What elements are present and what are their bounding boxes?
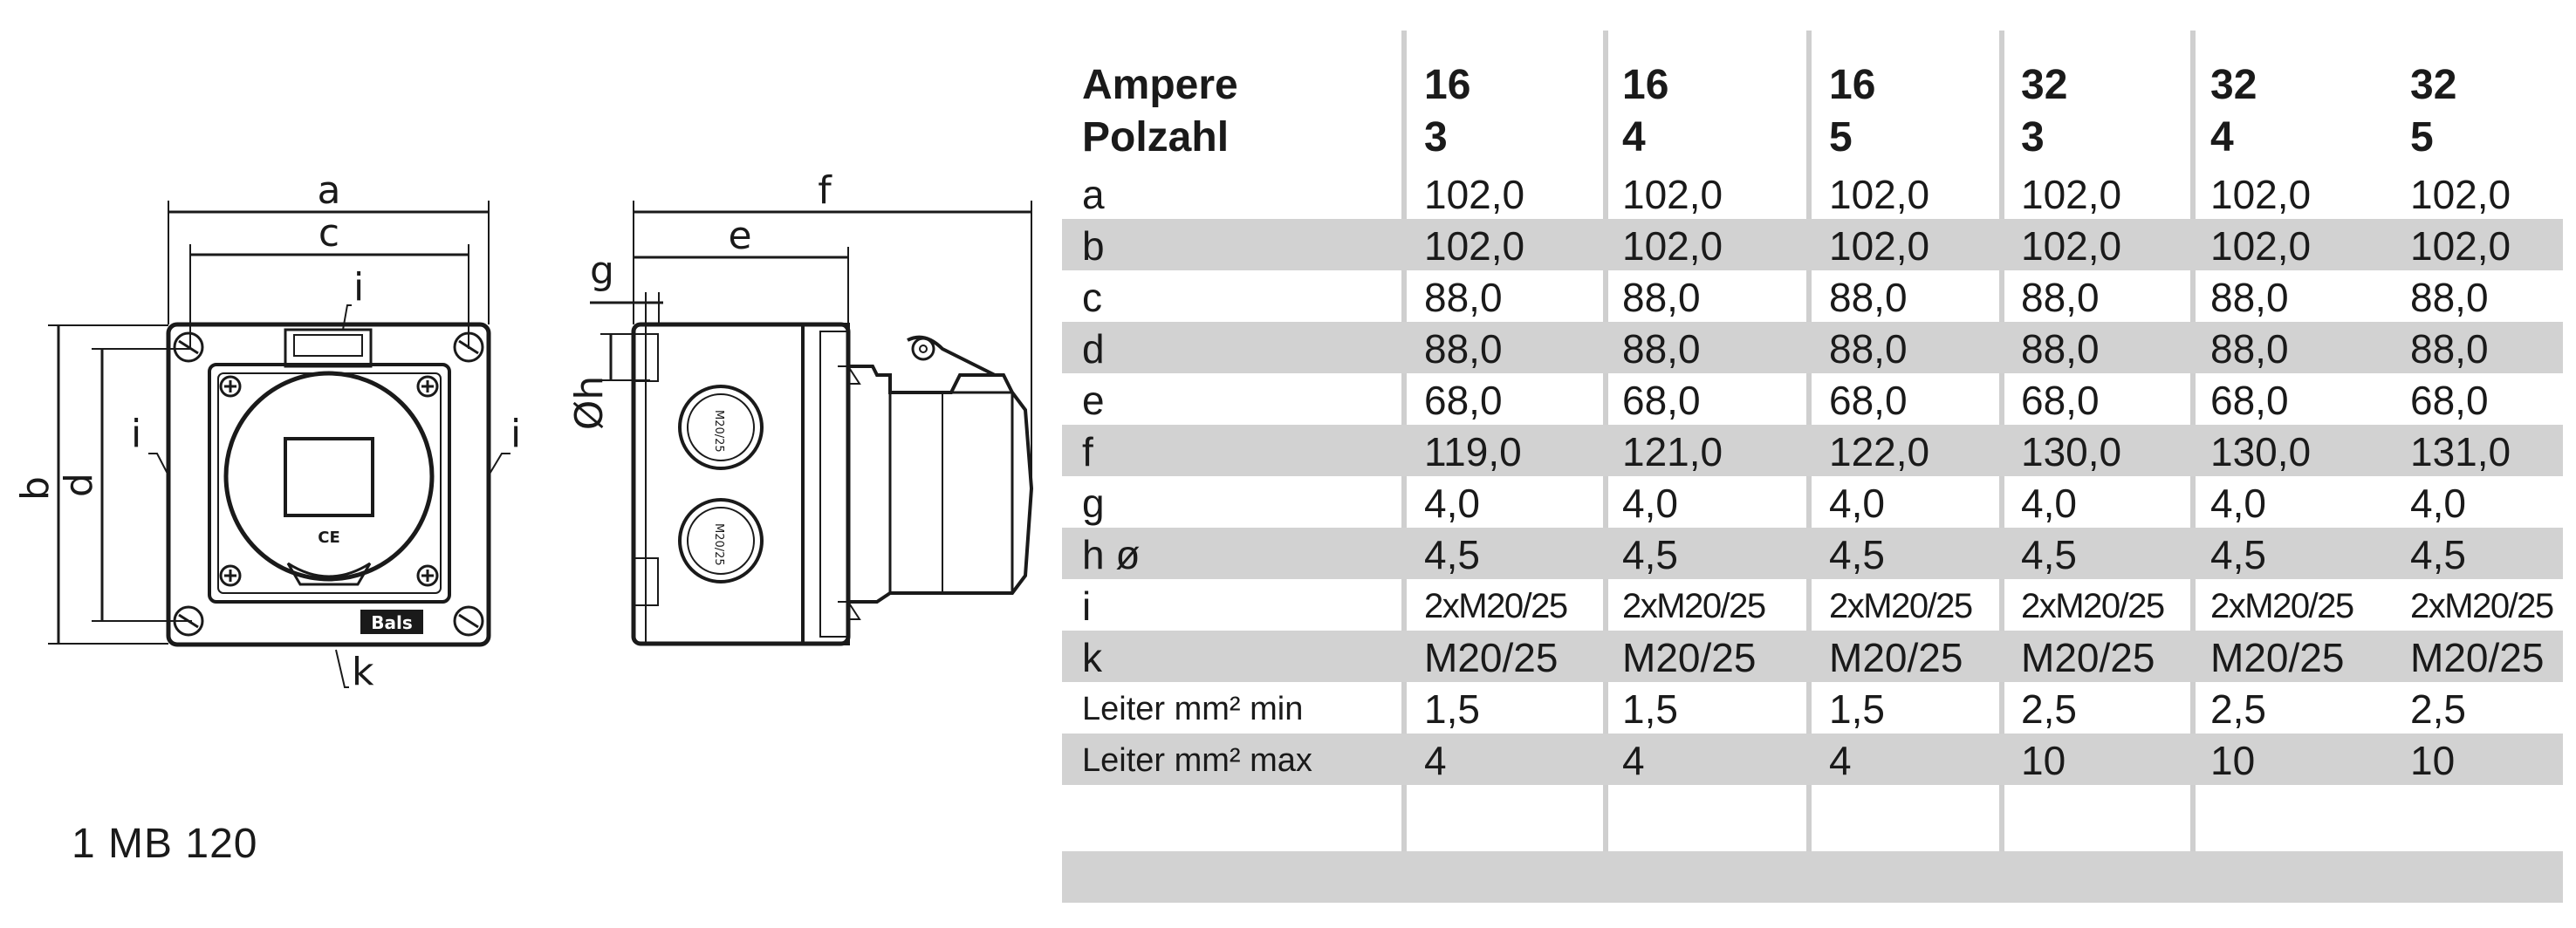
table-cell: 88,0 [2410,326,2489,372]
row-label: Leiter mm² min [1082,691,1304,727]
table-cell: 88,0 [1622,275,1701,320]
dim-g-label: g [590,249,614,293]
table-row-i [1062,579,2563,631]
header-col-4-ampere: 32 [2021,62,2068,108]
table-row-d [1062,322,2563,373]
row-label: c [1082,275,1102,320]
header-col-6-poles: 5 [2410,114,2434,160]
table-row-a [1062,167,2563,219]
table-cell: M20/25 [2021,635,2155,680]
table-row-c [1062,270,2563,322]
table-cell: 4,0 [2021,481,2077,526]
table-cell: 1,5 [1424,686,1480,732]
table-cell: 2,5 [2410,686,2466,732]
spec-table [1062,31,2563,903]
dim-f-label: f [818,168,832,213]
table-row-g [1062,476,2563,528]
table-cell: M20/25 [1424,635,1559,680]
table-cell: 2xM20/25 [2410,587,2553,625]
table-cell: 4 [1829,738,1852,783]
dim-h-label: Øh [567,375,612,431]
table-cell: 68,0 [1424,378,1503,423]
dim-a-label: a [317,168,341,213]
table-cell: 4,5 [2210,532,2266,577]
table-cell: M20/25 [1829,635,1963,680]
header-col-2-ampere: 16 [1622,62,1669,108]
table-row-leiter-max [1062,734,2563,785]
row-label: h ø [1082,532,1141,577]
table-cell: 4,0 [2410,481,2466,526]
row-label: d [1082,326,1105,372]
table-cell: 88,0 [2021,326,2100,372]
table-cell: 10 [2210,738,2256,783]
table-cell: 121,0 [1622,429,1723,474]
table-cell: 68,0 [1622,378,1701,423]
table-cell: 102,0 [1424,172,1525,217]
table-cell: 4,5 [2021,532,2077,577]
row-label: e [1082,378,1105,423]
table-cell: 4 [1424,738,1447,783]
table-row-b [1062,219,2563,270]
table-cell: 88,0 [1424,275,1503,320]
table-cell: 10 [2021,738,2066,783]
table-cell: 1,5 [1829,686,1885,732]
table-cell: 119,0 [1424,429,1522,474]
table-cell: 4,5 [2410,532,2466,577]
table-cell: 2xM20/25 [1829,587,1972,625]
table-cell: M20/25 [2210,635,2345,680]
table-row-leiter-min [1062,682,2563,734]
row-label: b [1082,223,1105,269]
part-number: 1 MB 120 [72,821,258,867]
table-row-empty [1062,851,2563,903]
table-cell: 4,0 [2210,481,2266,526]
ce-mark: CE [318,529,340,547]
table-cell: 88,0 [2210,275,2289,320]
table-cell: 88,0 [1424,326,1503,372]
table-cell: 102,0 [2210,223,2312,269]
gland-marking-top: M20/25 [712,410,725,453]
table-cell: 88,0 [1829,275,1908,320]
table-cell: 88,0 [1829,326,1908,372]
table-cell: 102,0 [2410,172,2511,217]
table-cell: 131,0 [2410,429,2511,474]
row-label: f [1082,429,1093,474]
dim-i-left-label: i [131,412,142,456]
row-label: i [1082,583,1092,629]
table-cell: 68,0 [2210,378,2289,423]
table-cell: 4,5 [1424,532,1480,577]
table-cell: 4,5 [1829,532,1885,577]
row-label: a [1082,172,1105,217]
table-cell: 102,0 [1622,223,1723,269]
table-cell: M20/25 [2410,635,2545,680]
table-cell: 102,0 [1829,172,1930,217]
table-row-h [1062,528,2563,579]
table-cell: 10 [2410,738,2456,783]
table-cell: 68,0 [2021,378,2100,423]
table-cell: 4,5 [1622,532,1678,577]
row-label: g [1082,481,1105,526]
table-cell: 4,0 [1622,481,1678,526]
dim-e-label: e [728,214,752,258]
table-row-e [1062,373,2563,425]
table-row-f [1062,425,2563,476]
header-col-3-ampere: 16 [1829,62,1876,108]
table-row-k [1062,631,2563,682]
logo-text: Bals [371,612,413,633]
table-cell: 88,0 [2410,275,2489,320]
table-cell: M20/25 [1622,635,1757,680]
header-label-ampere: Ampere [1082,62,1238,108]
table-cell: 102,0 [2021,223,2122,269]
table-cell: 1,5 [1622,686,1678,732]
table-cell: 4,0 [1829,481,1885,526]
header-col-5-ampere: 32 [2210,62,2257,108]
table-cell: 102,0 [1829,223,1930,269]
table-cell: 2,5 [2021,686,2077,732]
table-cell: 122,0 [1829,429,1930,474]
dim-i-right-label: i [510,412,522,456]
dim-k-label: k [352,650,374,694]
table-cell: 4 [1622,738,1645,783]
table-cell: 102,0 [1424,223,1525,269]
header-col-1-ampere: 16 [1424,62,1471,108]
header-col-5-poles: 4 [2210,114,2234,160]
table-cell: 68,0 [2410,378,2489,423]
row-label: Leiter mm² max [1082,742,1312,779]
table-cell: 2xM20/25 [2210,587,2353,625]
dim-b-label: b [13,476,58,501]
table-cell: 2,5 [2210,686,2266,732]
header-col-1-poles: 3 [1424,114,1448,160]
table-cell: 68,0 [1829,378,1908,423]
table-row-empty [1062,785,2563,836]
dim-i-top-label: i [353,265,365,310]
table-cell: 130,0 [2021,429,2122,474]
table-cell: 102,0 [2410,223,2511,269]
table-cell: 102,0 [1622,172,1723,217]
table-cell: 2xM20/25 [1424,587,1567,625]
header-col-4-poles: 3 [2021,114,2045,160]
table-cell: 130,0 [2210,429,2312,474]
gland-marking-bottom: M20/25 [712,523,725,566]
dim-c-label: c [318,211,340,256]
dim-d-label: d [57,473,101,497]
header-label-polzahl: Polzahl [1082,114,1230,160]
table-cell: 2xM20/25 [2021,587,2164,625]
header-col-3-poles: 5 [1829,114,1853,160]
side-view-drawing [0,0,1047,928]
table-cell: 88,0 [2210,326,2289,372]
header-col-6-ampere: 32 [2410,62,2457,108]
table-cell: 102,0 [2021,172,2122,217]
row-label: k [1082,635,1102,680]
table-cell: 4,0 [1424,481,1480,526]
header-col-2-poles: 4 [1622,114,1646,160]
table-cell: 102,0 [2210,172,2312,217]
table-cell: 88,0 [1622,326,1701,372]
table-cell: 2xM20/25 [1622,587,1765,625]
table-cell: 88,0 [2021,275,2100,320]
